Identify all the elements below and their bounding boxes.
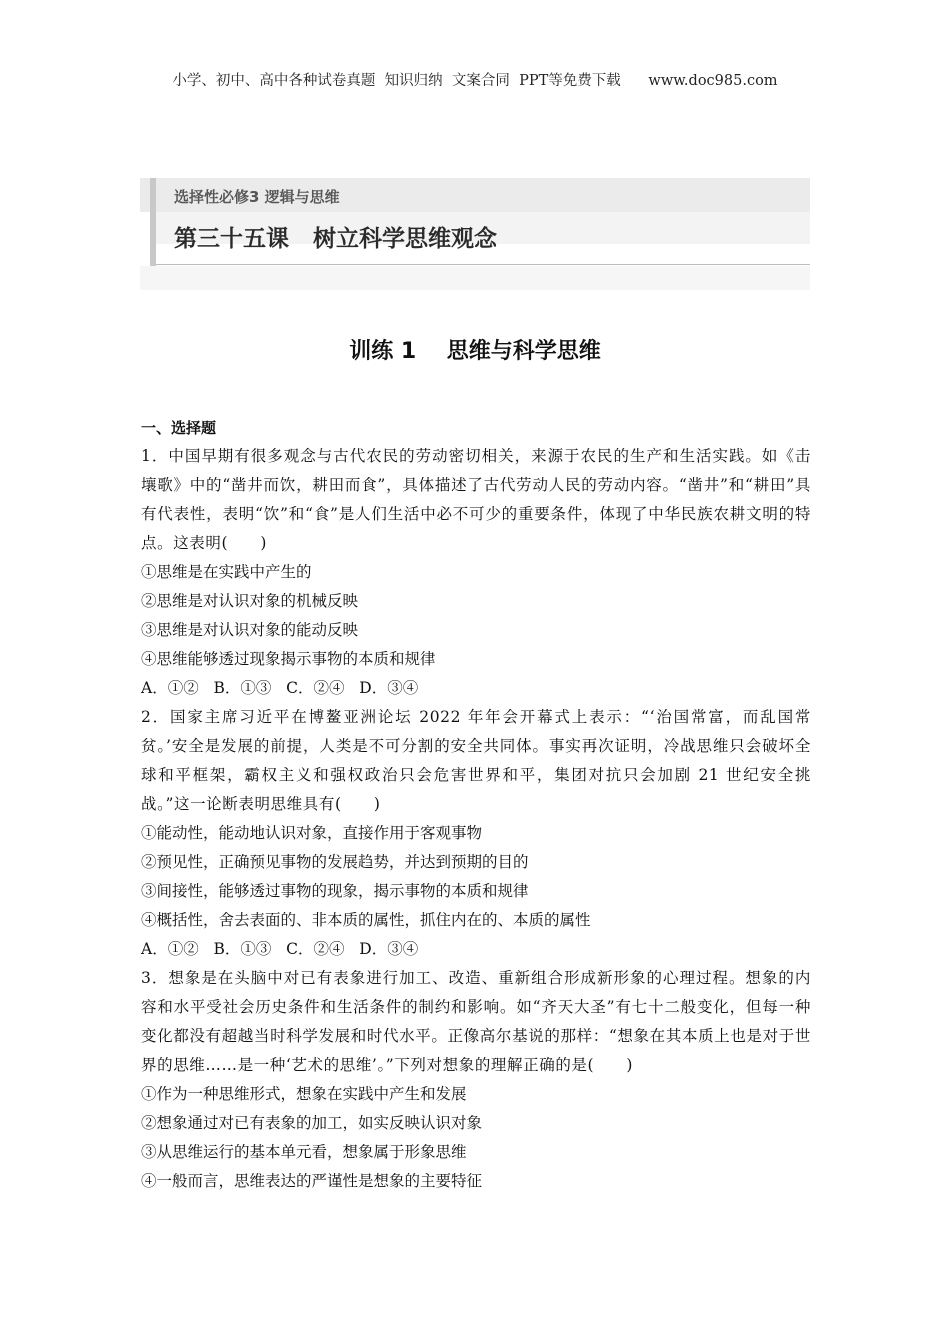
option-item: ④思维能够透过现象揭示事物的本质和规律 [141,650,436,668]
option-item: ③从思维运行的基本单元看，想象属于形象思维 [141,1143,467,1161]
option-item: ①作为一种思维形式，想象在实践中产生和发展 [141,1085,467,1103]
option-item: ①能动性，能动地认识对象，直接作用于客观事物 [141,824,483,842]
option-item: ③间接性，能够透过事物的现象，揭示事物的本质和规律 [141,882,529,900]
banner-bottom-band [140,266,810,290]
question-stem: 2．国家主席习近平在博鳌亚洲论坛 2022 年年会开幕式上表示：“‘治国常富，而乱国常贫。’安全是发展的前提，人类是不可分割的安全共同体。事实再次证明，冷战思维只会破坏全球和平框架，霸权主义和强权政治只会危害世界和平，集团对抗只会加剧 21 世纪安全挑战。”这一论断表明思维具有( ) [141,708,811,813]
section-heading: 一、选择题 [141,419,217,437]
option-item: ②思维是对认识对象的机械反映 [141,592,359,610]
question-2 [141,703,811,964]
question-3 [141,964,811,1196]
question-1 [141,442,811,703]
banner-accent-bar [150,178,156,266]
answer-choices: A．①② B．①③ C．②④ D．③④ [141,940,419,958]
option-item: ②预见性，正确预见事物的发展趋势，并达到预期的目的 [141,853,529,871]
option-item: ①思维是在实践中产生的 [141,563,312,581]
banner-subtitle: 选择性必修3 逻辑与思维 [174,188,340,206]
question-stem: 3．想象是在头脑中对已有表象进行加工、改造、重新组合形成新形象的心理过程。想象的内容和水平受社会历史条件和生活条件的制约和影响。如“齐天大圣”有七十二般变化，但每一种变化都没有超越当时科学发展和时代水平。正像高尔基说的那样：“想象在其本质上也是对于世界的思维……是一种‘艺术的思维’。”下列对想象的理解正确的是( ) [141,969,811,1074]
option-item: ③思维是对认识对象的能动反映 [141,621,359,639]
answer-choices: A．①② B．①③ C．②④ D．③④ [141,679,419,697]
option-item: ②想象通过对已有表象的加工，如实反映认识对象 [141,1114,483,1132]
option-item: ④概括性，舍去表面的、非本质的属性，抓住内在的、本质的属性 [141,911,591,929]
banner-lesson-title: 第三十五课 树立科学思维观念 [174,226,498,252]
page-header-text: 小学、初中、高中各种试卷真题 知识归纳 文案合同 PPT等免费下载 www.doc985.com [172,73,778,89]
chapter-banner [140,178,810,290]
question-stem: 1．中国早期有很多观念与古代农民的劳动密切相关，来源于农民的生产和生活实践。如《击壤歌》中的“凿井而饮，耕田而食”，具体描述了古代劳动人民的劳动内容。“凿井”和“耕田”具有代表性，表明“饮”和“食”是人们生活中必不可少的重要条件，体现了中华民族农耕文明的特点。这表明( ) [141,447,811,552]
page-title: 训练 1 思维与科学思维 [349,339,601,364]
option-item: ④一般而言，思维表达的严谨性是想象的主要特征 [141,1172,483,1190]
question-list [141,414,811,1196]
banner-divider [156,264,810,265]
